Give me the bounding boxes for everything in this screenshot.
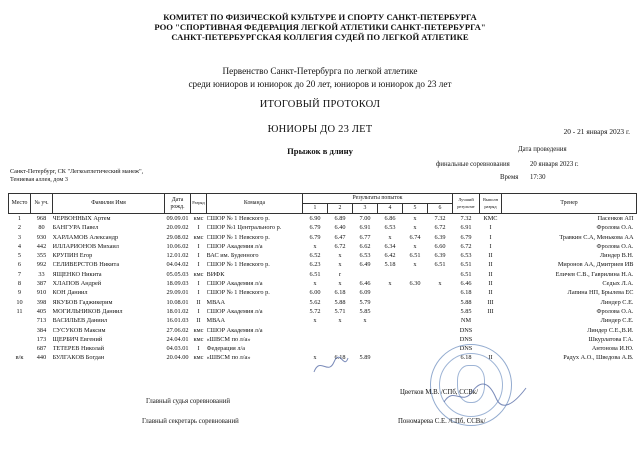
- signature-2: [310, 352, 350, 380]
- row-attempt-6: 6.39: [434, 252, 446, 260]
- row-name: СЕЛИВЕРСТОВ Никита: [52, 261, 120, 269]
- row-rank-done: [480, 335, 502, 344]
- col-attempts: Результаты попыток: [303, 194, 453, 204]
- row-name: ВАСИЛЬЕВ Даниил: [52, 317, 108, 325]
- row-rank: кмс: [193, 270, 204, 278]
- row-name: СУСУКОВ Максим: [52, 326, 106, 334]
- row-attempt-2: 5.71: [334, 307, 346, 315]
- row-rank-done: [480, 326, 502, 335]
- col-rank: Разряд: [191, 194, 207, 214]
- row-place: 3: [17, 233, 22, 241]
- row-coach: Линдер С.Е.,В.И.: [587, 326, 634, 334]
- row-attempt-4: [378, 288, 403, 297]
- row-dob: 10.08.01: [166, 298, 189, 306]
- table-row: [9, 242, 637, 251]
- competition-line-2: среди юниоров и юниорок до 20 лет, юниоров и юниорок до 23 лет: [188, 79, 452, 89]
- row-bib: 930: [36, 233, 47, 241]
- row-bib: 910: [36, 289, 47, 297]
- row-attempt-1: [303, 335, 328, 344]
- col-name: Фамилия Имя: [53, 194, 165, 214]
- table-row: [9, 260, 637, 269]
- row-attempt-2: 6.18: [334, 289, 346, 297]
- col-attempt-1: 1: [303, 204, 328, 214]
- row-attempt-5: [403, 344, 428, 353]
- row-place: 5: [17, 252, 22, 260]
- row-team: «ШВСМ по л/а»: [206, 335, 251, 343]
- row-attempt-3: 6.46: [359, 280, 371, 288]
- row-team: СШОР № 1 Невского р.: [206, 261, 270, 269]
- row-best: 6.46: [460, 280, 472, 288]
- row-attempt-5: [403, 307, 428, 316]
- row-attempt-1: 6.51: [309, 270, 321, 278]
- row-best: 6.53: [460, 252, 472, 260]
- row-attempt-4: 6.86: [384, 215, 396, 222]
- row-team: «ШВСМ по л/а»: [206, 354, 251, 362]
- row-attempt-4: [378, 344, 403, 353]
- row-attempt-2: 6.89: [334, 215, 346, 222]
- row-place: 10: [16, 298, 23, 306]
- organization-line-3: САНКТ-ПЕТЕРБУРГСКАЯ КОЛЛЕГИЯ СУДЕЙ ПО ЛЕГКОЙ АТЛЕТИКЕ: [171, 32, 469, 42]
- row-dob: 20.09.02: [166, 224, 189, 232]
- row-attempt-2: [328, 335, 353, 344]
- row-name: ЩЕРБИЧ Евгений: [52, 335, 103, 343]
- col-attempt-4: 4: [378, 204, 403, 214]
- row-coach: Фролова О.А.: [596, 242, 634, 250]
- row-team: СШОР № 1 Невского р.: [206, 233, 270, 241]
- row-attempt-4: 5.18: [384, 261, 396, 269]
- row-rank: I: [197, 252, 200, 260]
- row-attempt-3: 6.77: [359, 233, 371, 241]
- table-row: [9, 214, 637, 224]
- col-coach: Тренер: [502, 194, 637, 214]
- row-place: 2: [17, 224, 22, 232]
- row-attempt-2: x: [338, 280, 342, 288]
- row-coach: Еличев С.В., Гаврилина Н.А.: [555, 270, 634, 278]
- col-rank-done: Выполн разряд: [480, 194, 502, 214]
- row-team: СШОР № 1 Невского р.: [206, 215, 270, 222]
- table-row: [9, 270, 637, 279]
- competition-dates: 20 - 21 января 2023 г.: [563, 127, 630, 136]
- row-rank: I: [197, 289, 200, 297]
- table-row: [9, 307, 637, 316]
- row-attempt-4: x: [388, 280, 392, 288]
- row-coach: Лапина НП, Брылева ЕС: [567, 289, 634, 297]
- row-place: 6: [17, 261, 22, 269]
- row-attempt-6: [428, 298, 453, 307]
- chief-secretary-label: Главный секретарь соревнований: [142, 418, 239, 425]
- row-attempt-3: [353, 270, 378, 279]
- row-rank: кмс: [193, 335, 204, 343]
- row-attempt-6: [428, 270, 453, 279]
- col-attempt-6: 6: [428, 204, 453, 214]
- row-attempt-3: 5.79: [359, 298, 371, 306]
- row-attempt-3: 6.09: [359, 289, 371, 297]
- row-place: [9, 326, 31, 335]
- row-attempt-1: 5.72: [309, 307, 321, 315]
- final-label: финальные соревнования: [436, 161, 510, 168]
- row-attempt-1: 6.90: [309, 215, 321, 222]
- row-attempt-4: [378, 307, 403, 316]
- row-rank-done: III: [487, 298, 494, 306]
- row-dob: 10.06.02: [166, 242, 189, 250]
- table-row: [9, 335, 637, 344]
- row-attempt-4: [378, 353, 403, 362]
- row-bib: 355: [36, 252, 47, 260]
- table-row: [9, 223, 637, 232]
- row-team: СШОР №1 Центрального р.: [206, 224, 282, 232]
- table-row: [9, 326, 637, 335]
- table-row: [9, 316, 637, 325]
- row-coach: Линдер С.Е.: [600, 298, 634, 306]
- row-rank-done: I: [489, 224, 492, 232]
- row-place: в/к: [15, 354, 24, 362]
- row-best: 6.18: [460, 289, 472, 297]
- row-bib: 405: [36, 307, 47, 315]
- row-rank-done: II: [488, 261, 493, 269]
- row-name: ИЛЛАРИОНОВ Михаил: [52, 242, 119, 250]
- row-attempt-1: 6.79: [309, 233, 321, 241]
- row-coach: Антонова И.Ю.: [591, 345, 634, 353]
- row-name: ЧЕРВОННЫХ Артем: [52, 215, 111, 222]
- venue-address: Тениевая аллея, дом 3: [10, 176, 68, 183]
- row-place: 1: [17, 215, 22, 222]
- row-best: 6.79: [460, 233, 472, 241]
- row-attempt-1: x: [313, 242, 317, 250]
- organization-line-1: КОМИТЕТ ПО ФИЗИЧЕСКОЙ КУЛЬТУРЕ И СПОРТУ САНКТ-ПЕТЕРБУРГА: [163, 12, 477, 22]
- row-attempt-3: 6.62: [359, 242, 371, 250]
- row-best: 6.91: [460, 224, 472, 232]
- row-bib: 968: [36, 215, 47, 222]
- row-coach: Линдер В.Н.: [599, 252, 634, 260]
- col-dob: Дата рожд.: [165, 194, 191, 214]
- row-attempt-4: 6.34: [384, 242, 396, 250]
- category-title: ЮНИОРЫ ДО 23 ЛЕТ: [267, 124, 373, 135]
- row-attempt-6: 6.60: [434, 242, 446, 250]
- table-row: [9, 251, 637, 260]
- row-coach: Шкурлатова Г.А.: [588, 335, 634, 343]
- row-bib: 398: [36, 298, 47, 306]
- row-dob: 18.09.03: [166, 280, 189, 288]
- row-dob: 29.09.01: [166, 289, 189, 297]
- row-rank: I: [197, 307, 200, 315]
- row-name: ТЕТЕРЕВ Николай: [52, 345, 105, 353]
- row-place: [9, 316, 31, 325]
- row-bib: 442: [36, 242, 47, 250]
- row-rank-done: I: [489, 242, 492, 250]
- row-dob: 18.01.02: [166, 307, 189, 315]
- row-dob: 04.04.02: [166, 261, 189, 269]
- table-row: [9, 298, 637, 307]
- row-coach: Пасенков АП: [597, 215, 634, 222]
- time-value: 17:30: [530, 174, 546, 181]
- row-attempt-2: x: [338, 261, 342, 269]
- row-place: [9, 335, 31, 344]
- row-rank: II: [196, 298, 201, 306]
- row-attempt-6: 7.32: [434, 215, 446, 222]
- row-rank-done: II: [488, 280, 493, 288]
- date-held-label: Дата проведения: [518, 146, 567, 153]
- col-bib: № уч.: [31, 194, 53, 214]
- row-team: СШОР № 1 Невского р.: [206, 289, 270, 297]
- row-dob: 29.08.02: [166, 233, 189, 241]
- row-attempt-1: 5.62: [309, 298, 321, 306]
- row-attempt-3: [353, 326, 378, 335]
- venue-city: Санкт-Петербург, СК "Легкоатлетический манеж",: [10, 168, 144, 175]
- row-best: NM: [460, 317, 472, 325]
- row-rank-done: КМС: [483, 215, 498, 222]
- row-attempt-1: 6.52: [309, 252, 321, 260]
- row-bib: 440: [36, 354, 47, 362]
- row-attempt-5: [403, 288, 428, 297]
- row-bib: 384: [36, 326, 47, 334]
- row-attempt-6: 6.51: [434, 261, 446, 269]
- row-attempt-3: 6.53: [359, 252, 371, 260]
- row-place: 4: [17, 242, 22, 250]
- row-team: СШОР Академия л/а: [206, 280, 263, 288]
- row-attempt-5: 6.51: [409, 252, 421, 260]
- chief-judge-label: Главный судья соревнований: [146, 398, 230, 405]
- row-attempt-5: x: [413, 224, 417, 232]
- row-attempt-3: [353, 344, 378, 353]
- row-attempt-5: [403, 270, 428, 279]
- col-attempt-2: 2: [328, 204, 353, 214]
- row-attempt-4: [378, 270, 403, 279]
- row-dob: 24.04.01: [166, 335, 189, 343]
- row-team: МВАА: [206, 298, 225, 306]
- row-rank: кмс: [193, 215, 204, 222]
- event-title: Прыжок в длину: [287, 146, 353, 156]
- row-attempt-2: 6.47: [334, 233, 346, 241]
- row-attempt-5: [403, 298, 428, 307]
- row-attempt-3: 7.00: [359, 215, 371, 222]
- row-best: DNS: [459, 335, 473, 343]
- row-attempt-6: 6.72: [434, 224, 446, 232]
- protocol-title: ИТОГОВЫЙ ПРОТОКОЛ: [259, 99, 381, 110]
- row-dob: 16.01.03: [166, 317, 189, 325]
- row-attempt-3: x: [363, 317, 367, 325]
- col-attempt-5: 5: [403, 204, 428, 214]
- row-attempt-6: x: [438, 280, 442, 288]
- row-best: DNS: [459, 326, 473, 334]
- row-attempt-6: 6.39: [434, 233, 446, 241]
- row-name: КРУПИН Егор: [52, 252, 93, 260]
- row-attempt-1: x: [313, 354, 317, 362]
- row-attempt-6: [428, 316, 453, 325]
- row-coach: Радух А.О., Шведова А.В.: [563, 354, 634, 362]
- row-place: 7: [17, 270, 22, 278]
- row-bib: 33: [38, 270, 45, 278]
- row-dob: 20.04.00: [166, 354, 189, 362]
- row-attempt-5: [403, 326, 428, 335]
- chief-secretary-name: Пономарева С.Е. /СПб, ССВк/: [398, 418, 486, 425]
- row-coach: Миронов АА, Дмитриев ИВ: [557, 261, 634, 269]
- row-attempt-6: [428, 307, 453, 316]
- row-team: Федерация л/а: [206, 345, 246, 353]
- row-attempt-5: x: [413, 215, 417, 222]
- row-coach: Фролова О.А.: [596, 224, 634, 232]
- competition-line-1: Первенство Санкт-Петербурга по легкой атлетике: [222, 66, 418, 76]
- row-rank: кмс: [193, 354, 204, 362]
- row-team: МВАА: [206, 317, 225, 325]
- row-attempt-2: 6.18: [334, 354, 346, 362]
- row-attempt-6: [428, 326, 453, 335]
- row-name: ХАРЛАМОВ Александр: [52, 233, 119, 241]
- row-attempt-6: [428, 288, 453, 297]
- row-attempt-5: x: [413, 261, 417, 269]
- row-best: 5.85: [460, 307, 472, 315]
- row-name: МОГИЛЬНИКОВ Даниил: [52, 307, 123, 315]
- row-rank-done: [480, 316, 502, 325]
- row-attempt-2: 6.72: [334, 242, 346, 250]
- row-attempt-5: 6.30: [409, 280, 421, 288]
- row-bib: 173: [36, 335, 47, 343]
- row-attempt-4: [378, 298, 403, 307]
- row-name: ЯЩЕНКО Никита: [52, 270, 102, 278]
- row-rank: I: [197, 280, 200, 288]
- final-date: 20 января 2023 г.: [530, 161, 579, 168]
- col-place: Место: [9, 194, 31, 214]
- row-rank: I: [197, 224, 200, 232]
- row-attempt-4: [378, 316, 403, 325]
- row-coach: Седых Л.А.: [602, 280, 634, 288]
- row-attempt-5: x: [413, 242, 417, 250]
- row-attempt-5: [403, 316, 428, 325]
- row-attempt-3: 6.49: [359, 261, 371, 269]
- row-place: [9, 344, 31, 353]
- row-name: БУЛГАКОВ Богдан: [52, 354, 105, 362]
- row-team: СШОР Академия л/а: [206, 242, 263, 250]
- row-rank: кмс: [193, 326, 204, 334]
- row-best: 5.88: [460, 298, 472, 306]
- row-attempt-5: [403, 335, 428, 344]
- row-team: СШОР Академия л/а: [206, 307, 263, 315]
- row-dob: 09.09.01: [166, 215, 189, 222]
- table-row: [9, 288, 637, 297]
- table-row: [9, 279, 637, 288]
- row-team: СШОР Академия л/а: [206, 326, 263, 334]
- row-attempt-3: 6.91: [359, 224, 371, 232]
- row-name: ЯКУБОВ Гаджикерим: [52, 298, 113, 306]
- row-attempt-2: 5.88: [334, 298, 346, 306]
- row-bib: 713: [36, 317, 47, 325]
- time-label: Время: [500, 174, 519, 181]
- row-rank-done: I: [489, 233, 492, 241]
- row-best: DNS: [459, 345, 473, 353]
- row-attempt-1: x: [313, 317, 317, 325]
- row-place: 9: [17, 289, 22, 297]
- row-best: 6.18: [460, 354, 472, 362]
- row-dob: 12.01.02: [166, 252, 189, 260]
- row-best: 6.51: [460, 270, 472, 278]
- row-rank: II: [196, 317, 201, 325]
- row-attempt-6: [428, 335, 453, 344]
- row-dob: 27.06.02: [166, 326, 189, 334]
- row-best: 6.51: [460, 261, 472, 269]
- row-coach: Фролова О.А.: [596, 307, 634, 315]
- row-place: 11: [16, 307, 23, 315]
- row-rank: I: [197, 242, 200, 250]
- row-name: КОН Даниил: [52, 289, 88, 297]
- row-team: ВАС им. Буденного: [206, 252, 259, 260]
- row-dob: 05.05.03: [166, 270, 189, 278]
- organization-line-2: РОО "СПОРТИВНАЯ ФЕДЕРАЦИЯ ЛЕГКОЙ АТЛЕТИКИ САНКТ-ПЕТЕРБУРГА": [154, 22, 486, 32]
- row-rank: кмс: [193, 233, 204, 241]
- row-attempt-1: x: [313, 280, 317, 288]
- row-rank-done: II: [488, 252, 493, 260]
- row-coach: Травкин С.А, Менькова АА: [559, 233, 634, 241]
- row-name: БАНГУРА Павел: [52, 224, 99, 232]
- row-bib: 992: [36, 261, 47, 269]
- row-attempt-1: 6.23: [309, 261, 321, 269]
- row-attempt-2: x: [338, 252, 342, 260]
- table-row: [9, 233, 637, 242]
- row-attempt-4: [378, 335, 403, 344]
- row-attempt-2: 6.40: [334, 224, 346, 232]
- row-attempt-4: [378, 326, 403, 335]
- row-attempt-3: 5.89: [359, 354, 371, 362]
- row-attempt-3: 5.85: [359, 307, 371, 315]
- results-table: [8, 193, 637, 363]
- row-name: ХЛАПОВ Андрей: [52, 280, 102, 288]
- row-best: 6.72: [460, 242, 472, 250]
- row-rank: I: [197, 345, 200, 353]
- row-rank: I: [197, 261, 200, 269]
- row-best: 7.32: [460, 215, 472, 222]
- row-attempt-4: 6.53: [384, 224, 396, 232]
- row-rank-done: II: [488, 354, 493, 362]
- row-bib: 80: [38, 224, 45, 232]
- col-best: Лучший результат: [453, 194, 480, 214]
- row-attempt-2: r: [338, 270, 342, 278]
- row-rank-done: III: [487, 307, 494, 315]
- row-attempt-1: 6.00: [309, 289, 321, 297]
- row-attempt-4: x: [388, 233, 392, 241]
- chief-judge-name: Цветков М.В. /СПб, ССВк/: [400, 389, 478, 396]
- row-coach: Линдер С.Е.: [600, 317, 634, 325]
- row-attempt-1: [303, 326, 328, 335]
- row-dob: 04.03.01: [166, 345, 189, 353]
- row-attempt-2: [328, 326, 353, 335]
- col-team: Команда: [207, 194, 303, 214]
- row-bib: 687: [36, 345, 47, 353]
- row-attempt-5: [403, 353, 428, 362]
- row-rank-done: II: [488, 289, 493, 297]
- row-attempt-5: 6.74: [409, 233, 421, 241]
- row-attempt-3: [353, 335, 378, 344]
- col-attempt-3: 3: [353, 204, 378, 214]
- row-attempt-2: x: [338, 317, 342, 325]
- row-rank-done: II: [488, 270, 493, 278]
- row-bib: 387: [36, 280, 47, 288]
- row-place: 8: [17, 280, 22, 288]
- row-attempt-1: 6.79: [309, 224, 321, 232]
- row-attempt-4: 6.42: [384, 252, 396, 260]
- row-team: ВИФК: [206, 270, 225, 278]
